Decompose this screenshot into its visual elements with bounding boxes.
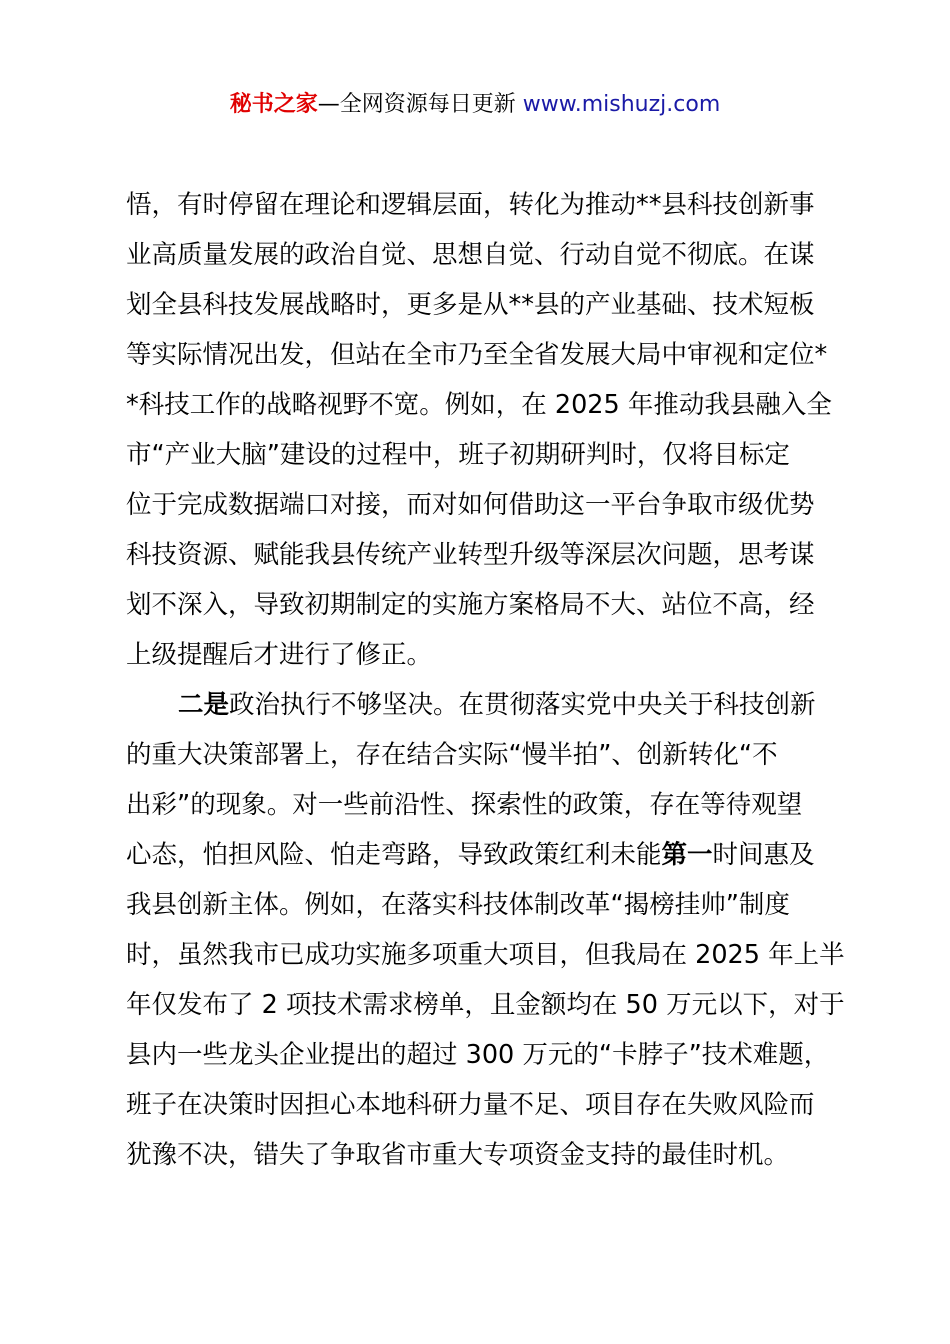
text-line: 科技资源、赋能我县传统产业转型升级等深层次问题，思考谋 — [126, 540, 815, 570]
bold-emphasis: 第一 — [661, 840, 713, 870]
document-body — [126, 180, 845, 1180]
text-line: 犹豫不决，错失了争取省市重大专项资金支持的最佳时机。 — [126, 1140, 790, 1170]
text-line: 市“产业大脑”建设的过程中，班子初期研判时，仅将目标定 — [126, 440, 790, 470]
text-line: 悟，有时停留在理论和逻辑层面，转化为推动**县科技创新事 — [126, 190, 815, 220]
site-header — [0, 86, 950, 124]
text-line-mixed — [126, 830, 836, 880]
text-line: 出彩”的现象。对一些前沿性、探索性的政策，存在等待观望 — [126, 790, 803, 820]
text-line: 班子在决策时因担心本地科研力量不足、项目存在失败风险而 — [126, 1090, 815, 1120]
text-line: 上级提醒后才进行了修正。 — [126, 640, 433, 670]
site-url-link[interactable]: www.mishuzj.com — [522, 92, 721, 117]
text-segment: 心态，怕担风险、怕走弯路，导致政策红利未能 — [126, 840, 662, 870]
text-line: 划不深入，导致初期制定的实施方案格局不大、站位不高，经 — [126, 590, 815, 620]
text-line: *科技工作的战略视野不宽。例如，在 2025 年推动我县融入全 — [126, 390, 832, 420]
text-line: 的重大决策部署上，存在结合实际“慢半拍”、创新转化“不 — [126, 740, 778, 770]
text-segment: 时间惠及 — [712, 840, 815, 870]
text-line: 业高质量发展的政治自觉、思想自觉、行动自觉不彻底。在谋 — [126, 240, 815, 270]
paragraph-lead-rest: 政治执行不够坚决。在贯彻落实党中央关于科技创新 — [229, 690, 816, 720]
text-line: 等实际情况出发，但站在全市乃至全省发展大局中审视和定位* — [126, 340, 828, 370]
header-tagline: —全网资源每日更新 — [317, 92, 523, 117]
text-line: 年仅发布了 2 项技术需求榜单，且金额均在 50 万元以下，对于 — [126, 990, 845, 1020]
text-line: 位于完成数据端口对接，而对如何借助这一平台争取市级优势 — [126, 490, 815, 520]
paragraph-lead-bold: 二是 — [178, 690, 230, 720]
text-line: 县内一些龙头企业提出的超过 300 万元的“卡脖子”技术难题， — [126, 1040, 830, 1070]
text-line: 时，虽然我市已成功实施多项重大项目，但我局在 2025 年上半 — [126, 940, 845, 970]
paragraph-first-line — [126, 680, 836, 730]
text-line: 划全县科技发展战略时，更多是从**县的产业基础、技术短板 — [126, 290, 815, 320]
brand-name: 秘书之家 — [229, 92, 318, 117]
text-line: 我县创新主体。例如，在落实科技体制改革“揭榜挂帅”制度 — [126, 890, 790, 920]
